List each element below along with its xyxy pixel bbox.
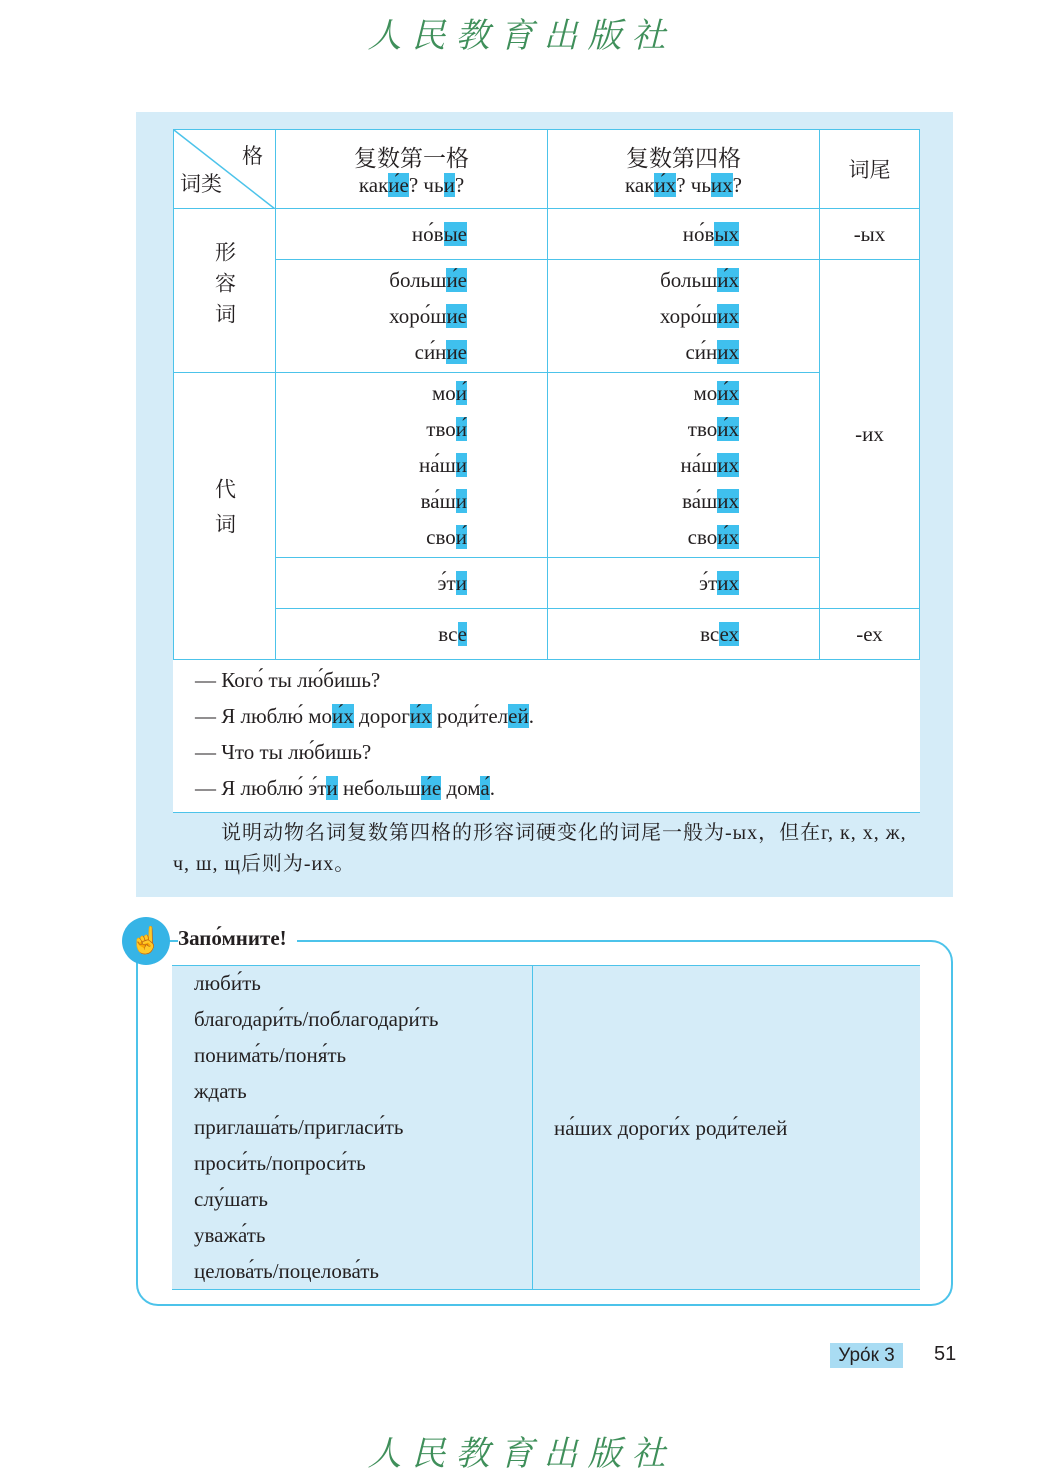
group-adj <box>174 209 276 373</box>
word-ending: и́х <box>654 173 677 197</box>
word-stem: как <box>358 173 389 197</box>
word-ending: и́е <box>446 268 467 292</box>
word-ending: и́ <box>455 381 467 405</box>
word-ending: и <box>455 453 467 477</box>
acc-cell <box>548 609 820 660</box>
word <box>548 298 739 334</box>
word-stem: мо <box>431 381 456 405</box>
word-stem: тво <box>687 417 718 441</box>
punct: ? <box>732 173 742 197</box>
word-ending: и́х <box>717 381 739 405</box>
word-stem: тво <box>426 417 456 441</box>
word <box>625 173 691 197</box>
nom-cell <box>276 260 548 373</box>
word <box>276 616 467 652</box>
word-ending: их <box>717 453 739 477</box>
col1-header <box>276 130 548 209</box>
word-ending: их <box>717 571 739 595</box>
word <box>276 216 467 252</box>
word-stem: вс <box>438 622 458 646</box>
word <box>276 262 467 298</box>
word-ending: ие <box>446 340 467 364</box>
corner-top: 格 <box>242 144 263 168</box>
word-stem: ва́ш <box>420 489 456 513</box>
example-line <box>195 704 534 729</box>
word <box>548 447 739 483</box>
word-stem: чь <box>690 173 711 197</box>
word <box>276 298 467 334</box>
word <box>548 565 739 601</box>
word <box>548 262 739 298</box>
text: — Что ты лю́бишь? <box>195 740 372 764</box>
text: дорог <box>353 704 410 728</box>
word <box>548 483 739 519</box>
example-line <box>195 776 495 801</box>
word-stem: хоро́ш <box>659 304 718 328</box>
remember-title: Запо́мните! <box>178 926 297 951</box>
word <box>276 447 467 483</box>
remember-rule <box>328 940 928 941</box>
acc-cell <box>548 373 820 558</box>
word-ending: их <box>717 340 739 364</box>
word <box>548 334 739 370</box>
verb-item: понима́ть/поня́ть <box>194 1043 347 1067</box>
word-ending: и <box>455 489 467 513</box>
word-ending: а́ <box>480 776 490 800</box>
nom-cell <box>276 558 548 609</box>
word-stem: больш <box>660 268 718 292</box>
punct: ? <box>454 173 465 197</box>
text: — Я люблю́ мо <box>195 704 333 728</box>
word-stem: сво <box>426 525 456 549</box>
word-stem: хоро́ш <box>389 304 447 328</box>
word-ending: ие <box>446 304 467 328</box>
word-ending: ей <box>508 704 529 728</box>
word-stem: мо <box>693 381 718 405</box>
word <box>276 483 467 519</box>
acc-cell <box>548 209 820 260</box>
word-stem: си́н <box>685 340 718 364</box>
group-adj-label: 形容词 <box>212 241 237 334</box>
word <box>359 173 424 197</box>
text: дом <box>441 776 481 800</box>
verb-item: уважа́ть <box>194 1223 266 1247</box>
col2-title: 复数第四格 <box>626 146 741 171</box>
word <box>276 519 467 555</box>
verb-item: благодари́ть/поблагодари́ть <box>194 1007 439 1031</box>
nom-cell <box>276 373 548 558</box>
word-ending: и́е <box>420 776 442 800</box>
verb-item: ждать <box>194 1079 247 1103</box>
text: небольш <box>337 776 421 800</box>
ending-eh: -ех <box>820 609 920 660</box>
word <box>691 173 742 197</box>
word <box>276 565 467 601</box>
word-ending: и́х <box>717 268 739 292</box>
nom-cell <box>276 209 548 260</box>
word-stem: на́ш <box>680 453 718 477</box>
word-ending: их <box>717 304 739 328</box>
col3-header: 词尾 <box>820 130 920 209</box>
column-divider <box>532 966 533 1289</box>
word-stem: чь <box>423 173 444 197</box>
word-ending: их <box>717 489 739 513</box>
text: . <box>489 776 495 800</box>
word-ending: и́х <box>717 417 739 441</box>
example-dialogue <box>173 660 920 813</box>
word <box>548 411 739 447</box>
publisher-logo-bottom: 人民教育出版社 <box>367 1434 676 1474</box>
word-stem: но́в <box>682 222 715 246</box>
corner-cell <box>174 130 276 209</box>
grammar-note: 说明动物名词复数第四格的形容词硬变化的词尾一般为-ых，但在г, к, х, ж, ч, ш, щ后则为-их。 <box>173 822 907 875</box>
word-ending: и <box>443 173 455 197</box>
word-ending: е <box>457 622 467 646</box>
word-ending: и́е <box>388 173 409 197</box>
word <box>548 616 739 652</box>
ending-yh: -ых <box>820 209 920 260</box>
verb-item: слу́шать <box>194 1187 269 1211</box>
word-ending: ые <box>443 222 467 246</box>
word-stem: э́т <box>437 571 456 595</box>
word-stem: си́н <box>414 340 447 364</box>
col2-header <box>548 130 820 209</box>
word-ending: и́ <box>455 417 467 441</box>
verb-item: проси́ть/попроси́ть <box>194 1151 366 1175</box>
col1-title: 复数第一格 <box>354 146 469 171</box>
word <box>548 519 739 555</box>
word-ending: и́х <box>409 704 432 728</box>
acc-cell <box>548 260 820 373</box>
word-ending: их <box>710 173 733 197</box>
acc-cell <box>548 558 820 609</box>
example-line <box>195 740 371 765</box>
verb-item: целова́ть/поцелова́ть <box>194 1259 379 1283</box>
word <box>548 216 739 252</box>
group-pron-label: 代词 <box>212 478 237 548</box>
punct: ? <box>408 173 424 197</box>
text: — Я люблю́ э́т <box>195 776 327 800</box>
text: — Кого́ ты лю́бишь? <box>195 668 381 692</box>
object-phrase: на́ших дороги́х роди́телей <box>554 1116 788 1140</box>
remember-table <box>172 965 920 1290</box>
word <box>276 375 467 411</box>
verb-item: люби́ть <box>194 971 261 995</box>
word <box>276 334 467 370</box>
word-stem: ва́ш <box>682 489 718 513</box>
col2-question <box>548 173 819 198</box>
lesson-label: Уро́к 3 <box>830 1343 903 1368</box>
word-stem: больш <box>389 268 447 292</box>
word-ending: ех <box>719 622 739 646</box>
word-ending: и́х <box>332 704 354 728</box>
text: роди́тел <box>431 704 509 728</box>
word-ending: ых <box>714 222 739 246</box>
word-ending: и <box>455 571 467 595</box>
word-ending: и́ <box>455 525 467 549</box>
word-stem: вс <box>700 622 720 646</box>
corner-bottom: 词类 <box>180 172 222 196</box>
word-stem: э́т <box>699 571 718 595</box>
page-number: 51 <box>934 1343 957 1365</box>
word-stem: но́в <box>411 222 444 246</box>
word <box>548 375 739 411</box>
nom-cell <box>276 609 548 660</box>
publisher-logo-top: 人民教育出版社 <box>367 16 676 56</box>
word <box>276 411 467 447</box>
word-stem: сво <box>687 525 718 549</box>
group-pron <box>174 373 276 660</box>
verb-item: приглаша́ть/пригласи́ть <box>194 1115 404 1139</box>
word-ending: и <box>326 776 338 800</box>
text: . <box>528 704 534 728</box>
word-stem: как <box>625 173 655 197</box>
declension-table <box>173 129 920 660</box>
word-stem: на́ш <box>419 453 456 477</box>
col1-question <box>276 173 547 198</box>
example-line <box>195 668 380 693</box>
ending-ih: -их <box>820 260 920 609</box>
punct: ? <box>676 173 691 197</box>
word-ending: и́х <box>717 525 739 549</box>
pointing-hand-icon: ☝ <box>122 917 170 965</box>
word <box>423 173 464 197</box>
